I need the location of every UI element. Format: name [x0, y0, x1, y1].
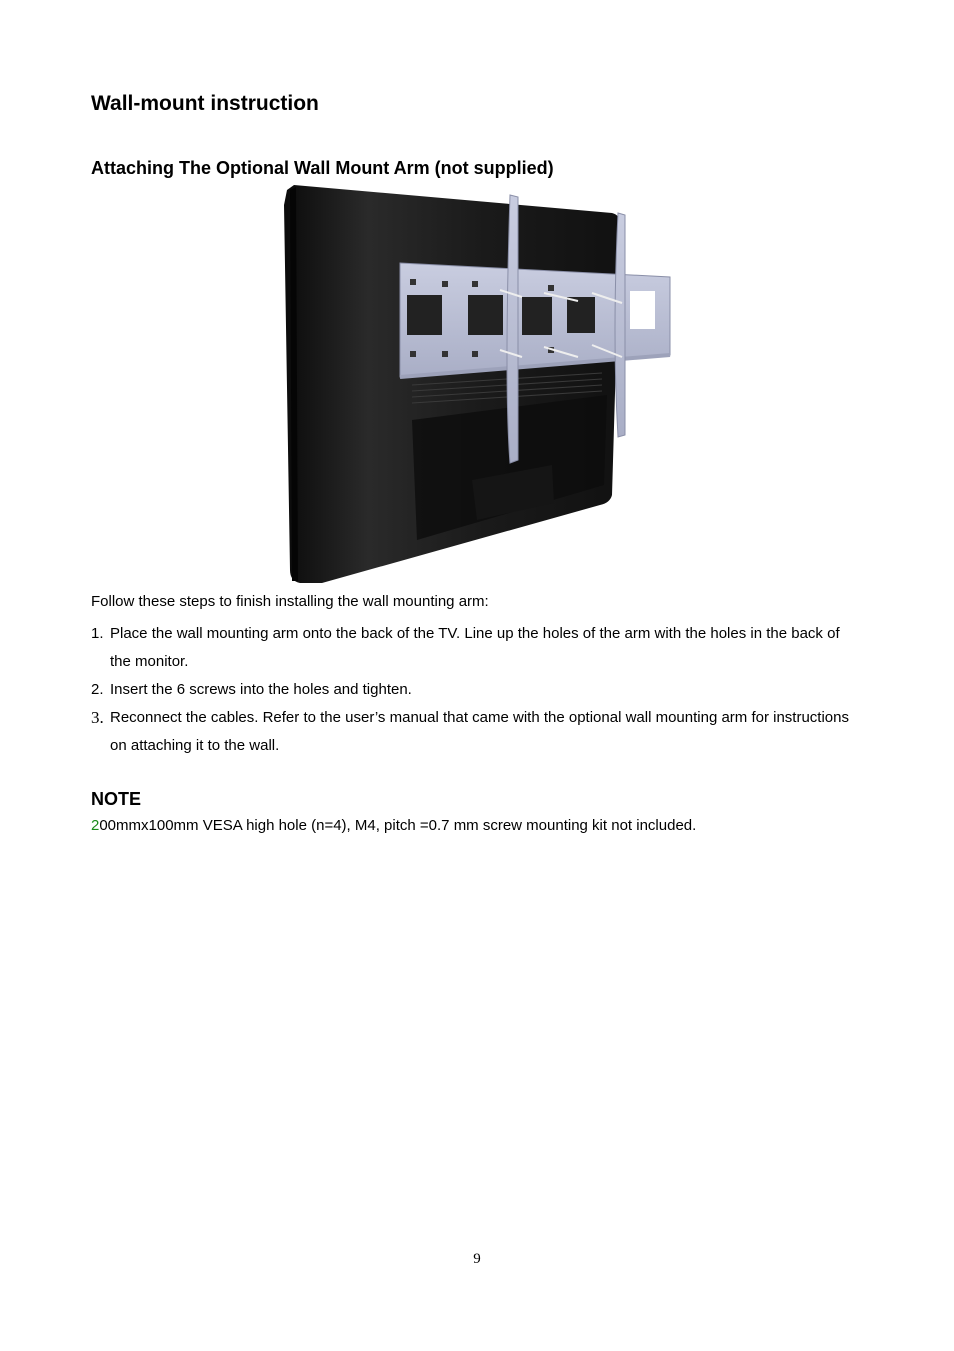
intro-text: Follow these steps to finish installing the wall mounting arm: — [91, 593, 489, 610]
step-text: Insert the 6 screws into the holes and tighten. — [110, 681, 412, 698]
step-item — [91, 704, 851, 760]
note-text-rest: 00mmx100mm VESA high hole (n=4), M4, pitch =0.7 mm screw mounting kit not included. — [99, 817, 697, 834]
note-first-char: 2 — [91, 817, 100, 834]
section-heading: Attaching The Optional Wall Mount Arm (not supplied) — [91, 158, 554, 178]
step-item — [91, 620, 851, 676]
page-title: Wall-mount instruction — [91, 92, 319, 115]
step-text: Reconnect the cables. Refer to the user’s manual that came with the optional wall mounting arm for instructions on attaching it to the wall. — [110, 709, 849, 754]
step-number: 2. — [91, 681, 104, 698]
note-heading: NOTE — [91, 789, 142, 809]
step-number: 1. — [91, 625, 104, 642]
page-number: 9 — [473, 1251, 481, 1267]
step-text: Place the wall mounting arm onto the back of the TV. Line up the holes of the arm with the holes in the back of the monitor. — [110, 625, 840, 670]
steps-list — [91, 620, 851, 760]
step-item — [91, 676, 851, 704]
step-number: 3. — [91, 708, 104, 727]
wall-mount-illustration — [282, 185, 672, 585]
note-text — [91, 817, 696, 834]
